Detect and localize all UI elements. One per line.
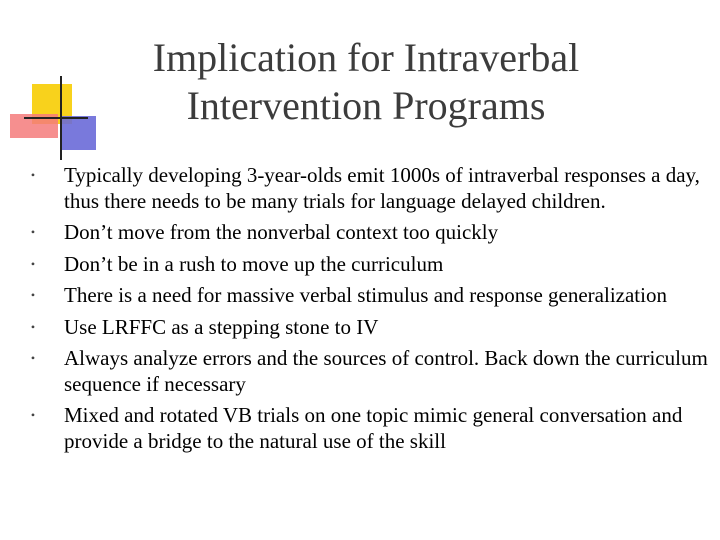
bullet-text: Typically developing 3-year-olds emit 1000s of intraverbal responses a day, thus there needs to be many trials for language delayed children. [64, 163, 700, 213]
bullet-item-3 [28, 252, 708, 278]
bullet-text: Always analyze errors and the sources of control. Back down the curriculum sequence if necessary [64, 346, 708, 396]
bullet-list [28, 163, 708, 460]
bullet-item-5 [28, 315, 708, 341]
bullet-text: Use LRFFC as a stepping stone to IV [64, 314, 379, 339]
bullet-icon: • [30, 408, 36, 422]
bullet-text: There is a need for massive verbal stimulus and response generalization [64, 283, 667, 307]
slide-title-line-1: Implication for Intraverbal [152, 35, 580, 80]
decorative-horizontal-line [24, 117, 88, 119]
bullet-icon: • [30, 319, 36, 334]
slide-title-line-2: Intervention Programs [186, 83, 546, 128]
bullet-item-7 [28, 403, 708, 454]
slide-title [96, 34, 636, 130]
bullet-item-2 [28, 220, 708, 246]
bullet-icon: • [30, 256, 36, 271]
decorative-blue-square [60, 116, 96, 150]
bullet-icon: • [30, 288, 36, 302]
bullet-text: Don’t be in a rush to move up the curriculum [64, 251, 444, 276]
bullet-item-6 [28, 346, 708, 397]
bullet-icon: • [30, 225, 36, 239]
bullet-item-1 [28, 163, 708, 214]
bullet-icon: • [30, 351, 36, 365]
bullet-text: Don’t move from the nonverbal context too quickly [64, 220, 499, 244]
bullet-item-4 [28, 283, 708, 309]
bullet-text: Mixed and rotated VB trials on one topic mimic general conversation and provide a bridge to the natural use of the skill [64, 403, 683, 453]
bullet-icon: • [30, 168, 36, 182]
